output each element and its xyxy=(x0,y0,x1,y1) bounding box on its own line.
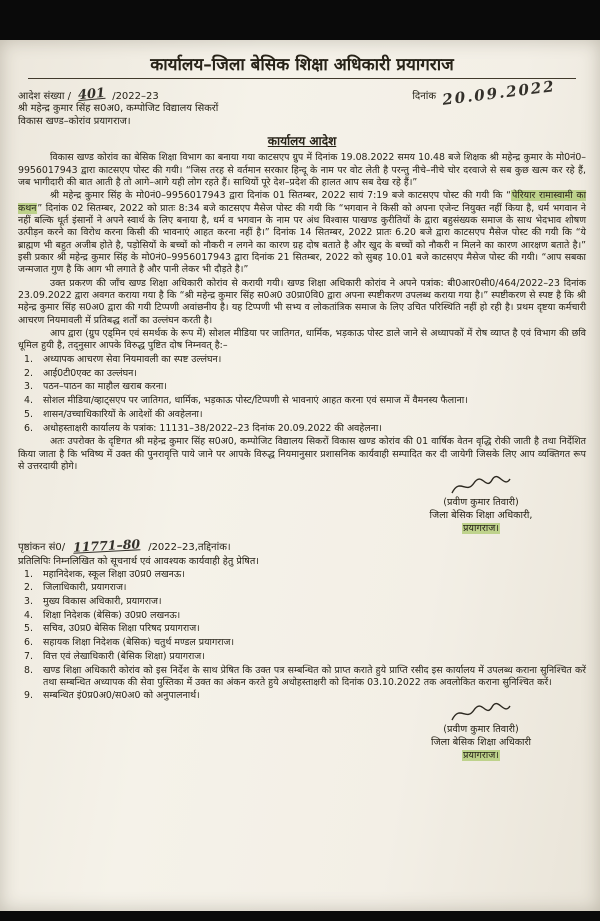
endorsement-label: पृष्ठांकन सं0/ xyxy=(18,542,66,553)
copy-number: 7. xyxy=(24,650,33,662)
endorsement-number-handwritten: 11771–80 xyxy=(72,536,141,555)
copy-text: सम्बन्धित इं0प्र0अ0/स0अ0 को अनुपालनार्थ। xyxy=(43,690,200,702)
charge-text: अधोहस्ताक्षरी कार्यालय के पत्रांक: 11131–38/2022–23 दिनांक 20.09.2022 की अवहेलना। xyxy=(43,422,382,434)
charge-number: 3. xyxy=(24,381,33,393)
copy-number: 8. xyxy=(24,664,33,676)
copy-item xyxy=(24,596,586,608)
copy-item xyxy=(24,651,586,663)
copies-list xyxy=(24,569,586,703)
charge-number: 1. xyxy=(24,353,33,365)
copy-text: मुख्य विकास अधिकारी, प्रयागराज। xyxy=(43,595,162,607)
signatory-title: जिला बेसिक शिक्षा अधिकारी, xyxy=(429,510,533,522)
signature-block-1 xyxy=(376,475,586,536)
copy-text: वित्त एवं लेखाधिकारी (बेसिक शिक्षा) प्रयागराज। xyxy=(43,650,205,662)
charge-number: 6. xyxy=(24,422,33,434)
endorsement-session: /2022–23,तद्दिनांक। xyxy=(148,542,231,553)
charge-item xyxy=(24,423,586,435)
copy-number: 3. xyxy=(24,595,33,607)
body-paragraph-1: विकास खण्ड कोरांव का बेसिक शिक्षा विभाग का बनाया गया काटसएप ग्रुप में दिनांक 19.08.2022 समय 10.48 बजे शिक्षक श्री महेन्द्र कुमार के मो0नं0–9956017943 द्वारा काटसएप पोस्ट की गयी। “जिस तरह से वर्तमान सरकार हिन्दू के नाम पर वोट लेती है परन्तु नीचे–नीचे चोर दरवाजे से सब कुछ खत्म कर रहे हैं, जब भागीदारी की बात आती है तो आगे–आगे यही लोग रहते हैं। साथियों पूरे देश–प्रदेश की हालत आप सब देख रहे हैं।” xyxy=(18,152,586,189)
copy-text: सचिव, उ0प्र0 बेसिक शिक्षा परिषद प्रयागराज। xyxy=(43,623,200,635)
top-letterbox xyxy=(0,0,600,40)
copy-number: 2. xyxy=(24,582,33,594)
addressee-line-1: श्री महेन्द्र कुमार सिंह स0अ0, कम्पोजिट विद्यालय सिकरों xyxy=(18,103,219,114)
charge-item xyxy=(24,381,586,393)
copy-item xyxy=(24,623,586,635)
copy-item xyxy=(24,569,586,581)
signature-scribble xyxy=(446,475,516,497)
signatory-place: प्रयागराज। xyxy=(462,750,500,762)
charge-number: 2. xyxy=(24,367,33,379)
charge-item xyxy=(24,395,586,407)
charge-number: 4. xyxy=(24,395,33,407)
bottom-letterbox xyxy=(0,911,600,921)
charge-text: शासन/उच्चाधिकारियों के आदेशों की अवहेलना। xyxy=(43,408,203,420)
date-handwritten: 20.09.2022 xyxy=(441,77,557,109)
copy-text: खण्ड शिक्षा अधिकारी कोरांव को इस निर्देश के साथ प्रेषित कि उक्त पत्र सम्बन्धित को प्राप्त कराते हुये प्राप्ति रसीद इस कार्यालय में उपलब्ध कराना सुनिश्चित करें तथा सम्बन्धित अध्यापक की सेवा पुस्तिका में उक्त का अंकन करते हुये अधोहस्ताक्षरी को दिनांक 03.10.2022 तक अवलोकित कराना सुनिश्चित करें। xyxy=(43,664,586,688)
copies-intro: प्रतिलिपिः निम्नलिखित को सूचनार्थ एवं आवश्यक कार्यवाही हेतु प्रेषित। xyxy=(18,556,259,567)
signatory-title: जिला बेसिक शिक्षा अधिकारी xyxy=(431,737,531,749)
charges-list xyxy=(24,354,586,435)
addressee-line-2: विकास खण्ड–कोरांव प्रयागराज। xyxy=(18,116,131,128)
copy-text: शिक्षा निदेशक (बेसिक) उ0प्र0 लखनऊ। xyxy=(43,609,181,621)
office-order-heading: कार्यालय आदेश xyxy=(267,134,337,149)
copy-text: महानिदेशक, स्कूल शिक्षा उ0प्र0 लखनऊ। xyxy=(43,568,185,580)
order-number-handwritten: 401 xyxy=(77,85,106,104)
charge-item xyxy=(24,354,586,366)
charge-item xyxy=(24,368,586,380)
copy-text: सहायक शिक्षा निदेशक (बेसिक) चतुर्थ मण्डल प्रयागराज। xyxy=(43,637,235,649)
charge-text: सोशल मीडिया/व्हाट्सएप पर जातिगत, धार्मिक, भड़काऊ पोस्ट/टिप्पणी से भावनाएं आहत करना एवं समाज में वैमनस्य फैलाना। xyxy=(43,395,468,407)
paragraph-2-post: ” दिनांक 02 सितम्बर, 2022 को प्रातः 8:34 बजे काटसएप मैसेज पोस्ट की गयी कि “भगवान ने किसी को अपना एजेन्ट नियुक्त नहीं किया है, धर्म भगवान ने नहीं बल्कि धूर्त इंसानों ने अपने स्वार्थ के लिए बनाया है, धर्म व भगवान के नाम पर अंध विश्वास पाखण्ड कुरीतियों के द्वारा बहुसंख्यक समाज के साथ भेदभाव शोषण उत्पीड़न करने का विरोध करना किसी की भावनाएं आहत करना नहीं है।” दिनांक 14 सितम्बर, 2022 प्रातः 6.20 बजे द्वारा काटसएप मैसेज पोस्ट की गयी कि “ये ब्राह्मण भी बहुत अजीब होते है, पड़ोसियों के बच्चों को नौकरी न लगने का कारण ग्रह दोष बताते है और खुद के बच्चों को नौकरी न मिलने का कारण आरक्षण बताते है।” इसी प्रकार श्री महेन्द्र कुमार सिंह के मो0नं0–9956017943 द्वारा दिनांक 21 सितम्बर, 2022 को सुबह 10.01 बजे काटसएप मैसेज पोस्ट की गयी। “आप सबका जन्मजात गुण है कि आग भी लगाते है और पानी लेकर भी दौड़ते है।” xyxy=(18,202,586,276)
signature-block-2 xyxy=(376,702,586,763)
signatory-name: (प्रवीण कुमार तिवारी) xyxy=(443,497,519,509)
copy-number: 9. xyxy=(24,690,33,702)
copy-number: 1. xyxy=(24,568,33,580)
copy-number: 6. xyxy=(24,637,33,649)
body-paragraph-2 xyxy=(18,190,586,276)
signatory-name: (प्रवीण कुमार तिवारी) xyxy=(443,724,519,736)
copy-number: 4. xyxy=(24,609,33,621)
order-number-label: आदेश संख्या / xyxy=(18,91,72,102)
order-session: /2022–23 xyxy=(112,91,159,102)
charge-text: अध्यापक आचरण सेवा नियमावली का स्पष्ट उल्लंघन। xyxy=(43,353,222,365)
body-paragraph-4: आप द्वारा (ग्रुप एड्मिन एवं समर्थक के रूप में) सोशल मीडिया पर जातिगत, धार्मिक, भड़काऊ पोस्ट डाले जाने से अध्यापकों में रोष व्याप्त है एवं विभाग की छवि धूमिल हुयी है, तद्नुसार आपके विरुद्ध पुष्टित दोष निम्नवत् है:– xyxy=(18,327,586,352)
office-title: कार्यालय–जिला बेसिक शिक्षा अधिकारी प्रयागराज xyxy=(28,52,576,79)
charge-number: 5. xyxy=(24,408,33,420)
endorsement-line xyxy=(18,538,586,553)
document-page xyxy=(0,40,600,911)
signature-scribble xyxy=(446,702,516,724)
copy-item xyxy=(24,637,586,649)
copy-item xyxy=(24,690,586,702)
body-paragraph-3: उक्त प्रकरण की जाँच खण्ड शिक्षा अधिकारी कोरांव से करायी गयी। खण्ड शिक्षा अधिकारी कोरांव ने अपने पत्रांक: बी0आर0सी0/464/2022–23 दिनांक 23.09.2022 द्वारा अवगत कराया गया है कि “श्री महेन्द्र कुमार सिंह स0अ0 उ0प्रा0वि0 द्वारा अपना स्पष्टीकरण उपलब्ध कराया गया है।” स्पष्टीकरण से स्पष्ट है कि श्री महेन्द्र कुमार सिंह स0अ0 द्वारा की गयी टिप्पणी अवांछनीय है। यह टिप्पणी भी सभ्य व लोकतांत्रिक समाज के लिए उचित परिस्थिति नहीं हो रही है। प्रथम दृष्टया कर्मचारी आचरण नियमावली में प्रतिबद्ध शर्तों का उल्लंघन करती है। xyxy=(18,277,586,326)
copy-item xyxy=(24,610,586,622)
charge-text: आई0टी0एक्ट का उल्लंघन। xyxy=(43,367,137,379)
copy-number: 5. xyxy=(24,623,33,635)
copy-item xyxy=(24,582,586,594)
signatory-place: प्रयागराज। xyxy=(462,523,500,535)
paragraph-2-highlight: पेरियार रामास्वामी का कथन xyxy=(18,190,586,214)
charge-text: पठन–पाठन का माहौल खराब करना। xyxy=(43,381,167,393)
copy-text: जिलाधिकारी, प्रयागराज। xyxy=(43,582,127,594)
paragraph-2-pre: श्री महेन्द्र कुमार सिंह के मो0नं0–9956017943 द्वारा दिनांक 01 सितम्बर, 2022 सायं 7:19 बजे काटसएप पोस्ट की गयी कि “ xyxy=(50,190,512,202)
date-label: दिनांक xyxy=(412,91,437,102)
charge-item xyxy=(24,409,586,421)
copy-item xyxy=(24,665,586,689)
closing-paragraph: अतः उपरोक्त के दृष्टिगत श्री महेन्द्र कुमार सिंह स0अ0, कम्पोजिट विद्यालय सिकरों विकास खण्ड कोरांव की 01 वार्षिक वेतन वृद्धि रोकी जाती है तथा निर्देशित किया जाता है कि भविष्य में उक्त की पुनरावृत्ति पाये जाने पर आपके विरुद्ध नियमानुसार प्रशासनिक कार्यवाही सम्पादित कर दी जायेगी जिसके लिए आप व्यक्तिगत रूप से उत्तरदायी होगे। xyxy=(18,436,586,472)
